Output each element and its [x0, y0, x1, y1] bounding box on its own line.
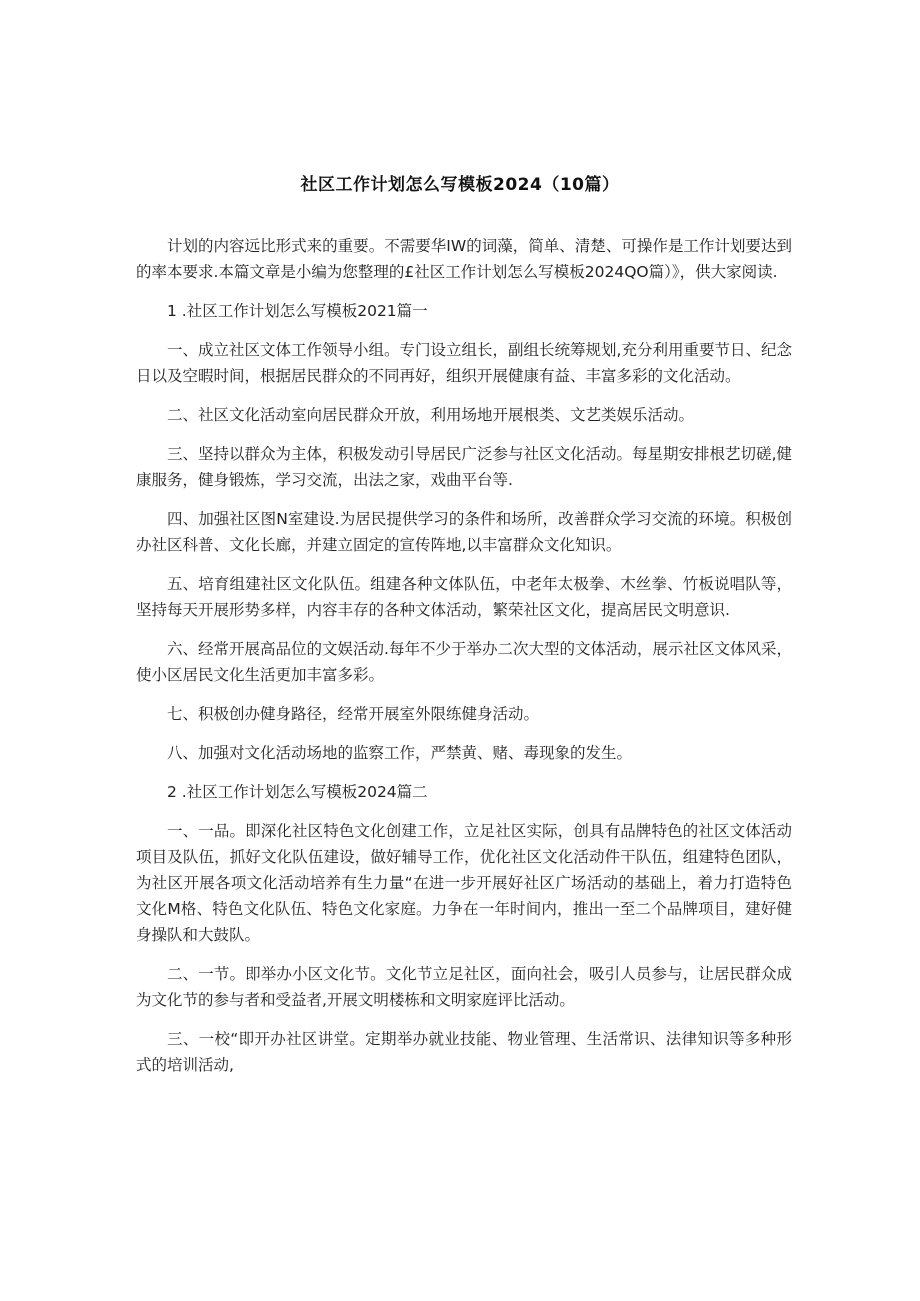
intro-paragraph: 计划的内容远比形式来的重要。不需要华IW的词藻，简单、清楚、可操作是工作计划要达到的率本要求.本篇文章是小编为您整理的£社区工作计划怎么写模板2024QO篇）》，供大家阅读. — [136, 237, 792, 281]
paragraph: 五、培育组建社区文化队伍。组建各种文体队伍，中老年太极拳、木丝拳、竹板说唱队等，坚持每天开展形势多样，内容丰存的各种文体活动，繁荣社区文化，提高居民文明意识. — [136, 575, 792, 619]
section-heading-1: 1 .社区工作计划怎么写模板2021篇一 — [167, 302, 428, 320]
document-title: 社区工作计划怎么写模板2024（10篇） — [300, 175, 620, 195]
document-body — [136, 233, 792, 1091]
paragraph: 一、一品。即深化社区特色文化创建工作，立足社区实际，创具有品牌特色的社区文体活动项目及队伍，抓好文化队伍建设，做好辅导工作，优化社区文化活动件干队伍，组建特色团队，为社区开展各项文化活动培养有生力量“在进一步开展好社区广场活动的基础上，着力打造特色文化M格、特色文化队伍、特色文化家庭。力争在一年时间内，推出一至二个品牌项目，建好健身操队和大鼓队。 — [136, 822, 792, 944]
paragraph: 一、成立社区文体工作领导小组。专门设立组长，副组长统筹规划,充分利用重要节日、纪念日以及空暇时间，根据居民群众的不同再好，组织开展健康有益、丰富多彩的文化活动。 — [136, 341, 792, 385]
paragraph: 七、积极创办健身路径，经常开展室外限练健身活动。 — [167, 705, 540, 723]
paragraph: 四、加强社区图N室建设.为居民提供学习的条件和场所，改善群众学习交流的环境。积极创办社区科普、文化长廊，并建立固定的宣传阵地,以丰富群众文化知识。 — [136, 510, 792, 554]
section-heading-2: 2 .社区工作计划怎么写模板2024篇二 — [167, 783, 428, 801]
paragraph: 三、一校“即开办社区讲堂。定期举办就业技能、物业管理、生活常识、法律知识等多种形式的培训活动, — [136, 1030, 792, 1074]
paragraph: 二、社区文化活动室向居民群众开放，利用场地开展根类、文艺类娱乐活动。 — [167, 406, 695, 424]
paragraph: 六、经常开展高品位的文娱活动.每年不少于举办二次大型的文体活动，展示社区文体风采，使小区居民文化生活更加丰富多彩。 — [136, 640, 792, 684]
paragraph: 八、加强对文化活动场地的监察工作，严禁黄、赌、毒现象的发生。 — [167, 744, 633, 762]
paragraph: 三、坚持以群众为主体，积极发动引导居民广泛参与社区文化活动。每星期安排根艺切磋,健康服务，健身锻炼，学习交流，出法之家，戏曲平台等. — [136, 445, 792, 489]
paragraph: 二、一节。即举办小区文化节。文化节立足社区，面向社会，吸引人员参与，让居民群众成为文化节的参与者和受益者,开展文明楼栋和文明家庭评比活动。 — [136, 965, 792, 1009]
